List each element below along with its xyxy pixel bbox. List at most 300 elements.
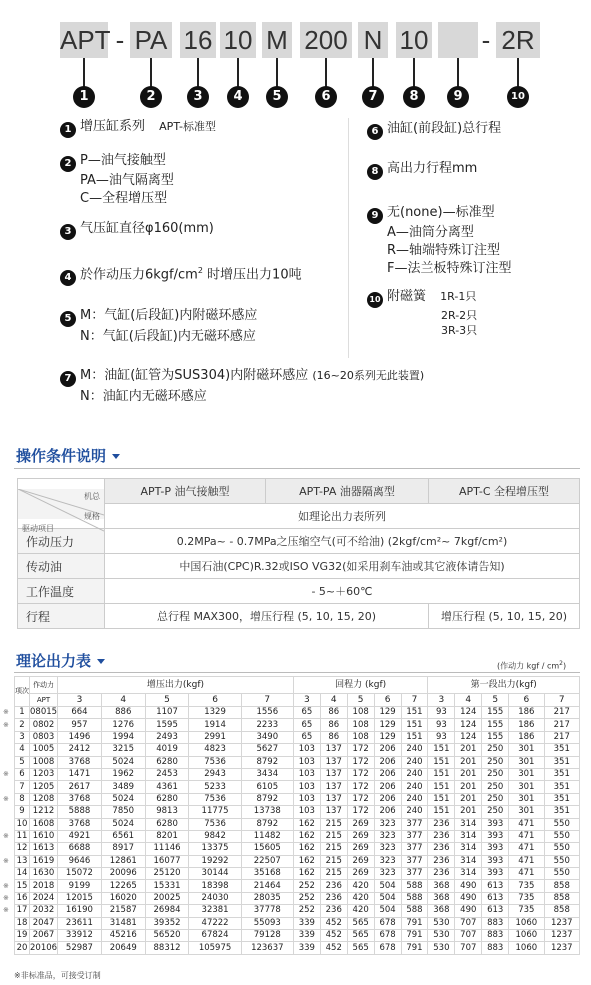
row-value: 339 [293,917,320,929]
row-value: 236 [320,892,347,904]
header-pressure-value: 5 [482,694,509,707]
row-value: 1471 [58,768,102,780]
row-value: 1994 [101,731,145,743]
row-index [15,756,30,768]
row-value: 6561 [101,830,145,842]
row-model: 1613 [30,843,58,855]
row-value: 269 [347,818,374,830]
row-index-text: 19 [16,930,28,941]
row-index-text: 20 [16,942,28,953]
row-value: 1060 [509,942,544,954]
row-index-text: 14 [16,868,28,879]
row-value: 103 [293,793,320,805]
row-value: 3768 [58,818,102,830]
row-value: 250 [482,793,509,805]
row-label: 行程 [18,604,105,629]
note-option: 1R-1只 [440,290,477,303]
row-value: 52987 [58,942,102,954]
note-text: 於作动压力6kgf/cm [80,267,198,283]
code-seg-bore: 16 [180,22,216,58]
row-value: 108 [347,731,374,743]
row-value: 504 [374,880,401,892]
table-row [15,868,580,880]
row-index-text: 18 [16,917,28,928]
corner-cell [18,479,105,533]
row-value: 129 [374,731,401,743]
row-value: 886 [101,707,145,719]
row-value: 339 [293,942,320,954]
unit-sup: 2 [559,660,563,667]
row-value: 23611 [58,917,102,929]
row-value: 7536 [189,793,241,805]
row-value: 65 [293,719,320,731]
note-line: N：油缸内无磁环感应 [80,389,207,404]
row-value: 452 [320,930,347,942]
row-value: 32381 [189,905,241,917]
row-value: 393 [482,843,509,855]
row-index-text: 10 [16,818,28,829]
row-value: 420 [347,905,374,917]
row-value: 314 [455,818,482,830]
row-index [3,880,30,892]
row-model: 2018 [30,880,58,892]
row-value: 323 [374,830,401,842]
row-value: 250 [482,768,509,780]
row-value: 172 [347,806,374,818]
row-value: 137 [320,793,347,805]
row-value: 20649 [101,942,145,954]
row-value: 613 [482,892,509,904]
row-value: 3434 [241,768,293,780]
row-value: 3768 [58,756,102,768]
row-value: 452 [320,917,347,929]
row-value: 550 [544,843,579,855]
row-value: 957 [58,719,102,731]
row-value: 5233 [189,781,241,793]
row-index [3,855,30,867]
note-small: (16~20系列无此装置) [312,369,425,382]
corner-item: 驱动项目 [22,523,54,533]
row-value: 123637 [241,942,293,954]
row-value: 504 [374,892,401,904]
row-value: 323 [374,818,401,830]
row-value: 103 [293,744,320,756]
row-value: 377 [401,855,428,867]
code-dash: - [115,25,125,55]
note-1 [60,118,216,138]
header-pressure-value: 6 [189,694,241,707]
table-row [15,731,580,743]
note-badge: 5 [60,311,76,327]
row-model: 1608 [30,818,58,830]
row-value: 3490 [241,731,293,743]
row-value: 301 [509,744,544,756]
row-value: 151 [428,768,455,780]
row-value: 4823 [189,744,241,756]
row-value: 588 [401,880,428,892]
row-value: 377 [401,830,428,842]
row-value: 250 [482,744,509,756]
row-value: 735 [509,892,544,904]
note-4 [60,262,302,286]
header-apt: APT [30,694,58,707]
table-row [15,905,580,917]
row-value: 31481 [101,917,145,929]
section-title-text: 操作条件说明 [16,447,107,465]
row-value: 368 [428,892,455,904]
row-model: 08015 [30,707,58,718]
row-value: 137 [320,781,347,793]
row-index-text: 16 [16,893,28,904]
note-badge: 4 [60,270,76,286]
code-dash: - [481,25,491,55]
row-value: 15331 [145,880,189,892]
code-seg-series: APT [60,22,108,58]
row-value: 252 [293,905,320,917]
row-value: 393 [482,868,509,880]
note-10 [367,288,477,338]
row-index [3,707,30,719]
header-pressure-value: 3 [293,694,320,707]
row-value: 2233 [241,719,293,731]
row-index-text: 3 [19,731,25,742]
row-value: 103 [293,806,320,818]
row-value: 2991 [189,731,241,743]
row-value: 269 [347,843,374,855]
row-value: 8792 [241,756,293,768]
row-value: 791 [401,942,428,954]
row-model: 2067 [30,930,58,942]
row-value: 137 [320,768,347,780]
row-value: 18398 [189,880,241,892]
row-value: 4921 [58,830,102,842]
note-text: 高出力行程mm [387,161,478,176]
row-value: 1914 [189,719,241,731]
header-group-boost: 增压出力(kgf) [58,677,294,694]
row-value: 108 [347,707,374,719]
row-index [15,917,30,929]
row-value: 707 [455,942,482,954]
row-model: 1212 [30,806,58,818]
code-seg-type: PA [130,22,172,58]
row-value: 452 [320,942,347,954]
header-pressure: 作动力 [30,677,58,694]
row-value: 24030 [189,892,241,904]
row-label: 传动油 [18,554,105,579]
row-value: 7850 [101,806,145,818]
row-index-text: 12 [16,843,28,854]
row-index [15,868,30,880]
row-value: 351 [544,744,579,756]
note-line: C—全程增压型 [80,191,168,206]
code-num-3: 3 [187,86,209,108]
row-value: 65 [293,731,320,743]
row-value: 79128 [241,930,293,942]
code-seg-force: 10 [220,22,256,58]
row-value: 1237 [544,917,579,929]
row-value: 151 [401,719,428,731]
row-value: 420 [347,892,374,904]
code-num-4: 4 [227,86,249,108]
row-model: 2032 [30,905,58,917]
row-value: 301 [509,756,544,768]
row-value: 1060 [509,930,544,942]
row-value: 162 [293,830,320,842]
row-value: 124 [455,707,482,719]
row-model: 1205 [30,781,58,793]
code-num-9: 9 [447,86,469,108]
row-value: 215 [320,830,347,842]
unit-text: (作动力 kgf / cm [497,661,560,671]
row-value: 269 [347,868,374,880]
row-value: 47222 [189,917,241,929]
row-value: 124 [455,731,482,743]
table-row [15,942,580,954]
note-2 [60,152,174,208]
row-value: 5888 [58,806,102,818]
note-badge: 1 [60,122,76,138]
row-index-text: 5 [19,756,25,767]
row-value: 565 [347,942,374,954]
row-value: 137 [320,806,347,818]
row-value: 206 [374,744,401,756]
row-value: 236 [428,868,455,880]
row-value: 55093 [241,917,293,929]
nonstandard-mark: ※ [3,856,9,865]
row-value: 162 [293,818,320,830]
row-index-text: 17 [16,905,28,916]
row-value: 323 [374,855,401,867]
row-index [3,830,30,842]
table-row [15,793,580,805]
table-row [15,756,580,768]
row-value: 6105 [241,781,293,793]
row-value: 201 [455,781,482,793]
note-extra: APT-标准型 [159,120,216,133]
row-value: 678 [374,917,401,929]
row-value: 93 [428,707,455,719]
row-model: 1208 [30,793,58,805]
note-line: N：气缸(后段缸)内无磁环感应 [80,329,256,344]
row-index-text: 15 [16,880,28,891]
note-6 [367,120,501,140]
table-row [15,892,580,904]
row-value: 12861 [101,855,145,867]
code-num-7: 7 [362,86,384,108]
row-model: 0802 [30,719,58,731]
row-value: 883 [482,917,509,929]
row-value: 11775 [189,806,241,818]
row-index-text: 1 [19,707,25,718]
unit-text: ) [563,661,567,671]
note-badge: 6 [367,124,383,140]
note-7 [60,366,424,407]
code-seg-magnet-air: M [262,22,292,58]
row-value: 86 [320,719,347,731]
row-value: 1237 [544,930,579,942]
note-badge: 7 [60,371,76,387]
note-text: 时增压出力10吨 [202,267,302,283]
row-value: 206 [374,781,401,793]
header-group-return: 回程力 (kgf) [293,677,428,694]
row-value: 103 [293,756,320,768]
section-title-text: 理论出力表 [16,652,92,670]
table-row [15,707,580,719]
row-value: 5024 [101,793,145,805]
row-model: 2024 [30,892,58,904]
header-pressure-value: 7 [241,694,293,707]
row-model: 20106 [30,942,58,953]
row-value: 240 [401,756,428,768]
row-value: 20025 [145,892,189,904]
header-apt-c: APT-C 全程增压型 [429,479,580,504]
row-value: 6280 [145,756,189,768]
row-value: 35168 [241,868,293,880]
row-value: 393 [482,818,509,830]
row-value: 236 [320,905,347,917]
code-num-10: 10 [507,86,529,108]
row-value: 314 [455,830,482,842]
row-value: 162 [293,843,320,855]
row-value: 588 [401,905,428,917]
row-value: 3768 [58,793,102,805]
note-text: 气压缸直径φ160(mm) [80,221,214,236]
row-value: 增压行程 (5, 10, 15, 20) [429,604,580,629]
code-num-6: 6 [315,86,337,108]
nonstandard-mark: ※ [3,794,9,803]
operating-title [16,445,120,466]
row-value: 137 [320,756,347,768]
force-table [3,676,580,955]
row-index [15,744,30,756]
note-option: 3R-3只 [441,324,478,337]
note-text: 增压缸系列 [80,119,146,134]
row-value: 22507 [241,855,293,867]
row-label: 作动压力 [18,529,105,554]
row-value: 490 [455,905,482,917]
header-pressure-value: 3 [428,694,455,707]
note-line: A—油筒分离型 [387,225,474,240]
corner-spec: 规格 [84,511,100,521]
row-value: 314 [455,843,482,855]
row-value: 240 [401,781,428,793]
row-value: 28035 [241,892,293,904]
header-pressure-value: 4 [101,694,145,707]
row-value: 240 [401,744,428,756]
code-num-8: 8 [403,86,425,108]
row-value: 56520 [145,930,189,942]
row-value: 858 [544,892,579,904]
note-badge: 8 [367,164,383,180]
row-value: 2453 [145,768,189,780]
row-value: 65 [293,707,320,719]
row-model: 1203 [30,768,58,780]
note-line: R—轴端特殊订注型 [387,243,501,258]
row-value: 471 [509,830,544,842]
row-value: 490 [455,892,482,904]
note-3 [60,220,214,240]
row-index [3,905,30,917]
header-pressure-value: 7 [544,694,579,707]
footnote: ※非标准品，可接受订制 [14,971,101,980]
row-value: 201 [455,768,482,780]
row-value: 1329 [189,707,241,719]
table-row [15,768,580,780]
row-value: 252 [293,892,320,904]
row-value: 530 [428,917,455,929]
row-value: 269 [347,855,374,867]
row-value: 339 [293,930,320,942]
row-value: 108 [347,719,374,731]
row-value: 39352 [145,917,189,929]
row-value: 301 [509,806,544,818]
divider [348,118,349,358]
row-value: 735 [509,905,544,917]
note-5 [60,306,257,347]
row-value: 1060 [509,917,544,929]
row-model: 1008 [30,756,58,768]
row-value: 471 [509,818,544,830]
row-value: 1595 [145,719,189,731]
row-value: 678 [374,930,401,942]
note-line: 无(none)—标准型 [387,205,495,220]
note-text: 油缸(前段缸)总行程 [387,121,502,136]
row-value: 16020 [101,892,145,904]
header-apt-pa: APT-PA 油器隔离型 [266,479,429,504]
row-value: 215 [320,843,347,855]
note-9 [367,204,511,278]
row-index [15,843,30,855]
row-value: 93 [428,719,455,731]
note-line: P—油气接触型 [80,153,166,168]
row-value: 151 [401,731,428,743]
row-value: 883 [482,930,509,942]
operating-table [17,478,580,629]
row-value: 215 [320,818,347,830]
note-badge: 10 [367,292,383,308]
row-value: 33912 [58,930,102,942]
header-apt-p: APT-P 油气接触型 [105,479,266,504]
row-value: 1276 [101,719,145,731]
row-index [15,930,30,942]
row-value: 858 [544,880,579,892]
code-num-1: 1 [73,86,95,108]
nonstandard-mark: ※ [3,906,9,915]
spec-row: 如理论出力表所列 [105,504,580,529]
row-value: 1962 [101,768,145,780]
row-index [3,793,30,805]
code-seg-stroke: 200 [300,22,352,58]
row-value: 217 [544,719,579,731]
row-value: 1107 [145,707,189,719]
code-seg-magnet-oil: N [358,22,388,58]
row-value: 8792 [241,818,293,830]
row-value: 4019 [145,744,189,756]
row-value: - 5~＋60℃ [105,579,580,604]
row-value: 368 [428,880,455,892]
row-value: 215 [320,855,347,867]
row-value: 9199 [58,880,102,892]
row-value: 67824 [189,930,241,942]
row-index [15,731,30,743]
note-text: 附磁簧 [387,289,427,304]
table-row [15,806,580,818]
row-value: 393 [482,830,509,842]
row-value: 269 [347,830,374,842]
row-value: 15605 [241,843,293,855]
row-value: 7536 [189,756,241,768]
nonstandard-mark: ※ [3,894,9,903]
